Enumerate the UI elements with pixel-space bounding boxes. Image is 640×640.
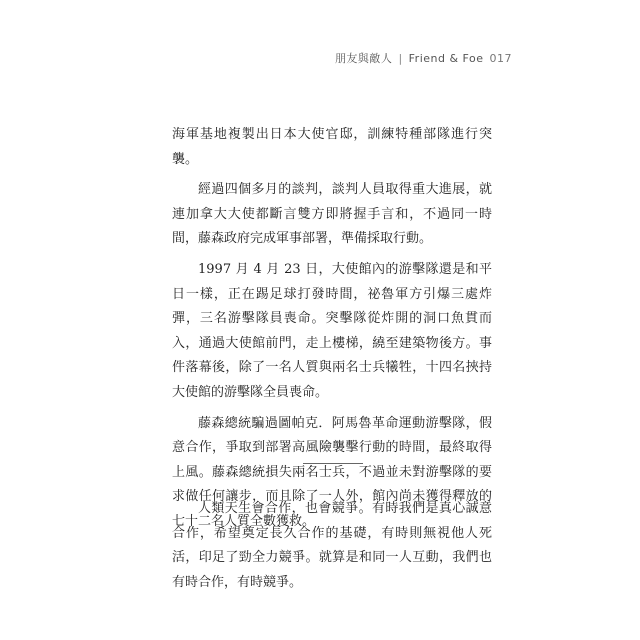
chapter-title-zh: 朋友與敵人	[334, 52, 393, 65]
section-divider	[303, 463, 363, 464]
main-text	[172, 123, 492, 541]
paragraph-closing: 人類天生會合作，也會競爭。有時我們是真心誠意合作，希望奠定長久合作的基礎，有時則無視他人死活，印足了勁全力競爭。就算是和同一人互動，我們也有時合作，有時競爭。	[172, 501, 492, 590]
running-header	[335, 50, 512, 66]
closing-text	[172, 497, 492, 595]
chapter-title-en: Friend & Foe	[408, 52, 484, 65]
paragraph-raid: 1997 月 4 月 23 日，大使館內的游擊隊還是和平日一樣，正在踢足球打發時間，祕魯軍方引爆三處炸彈，三名游擊隊員喪命。突擊隊從炸開的洞口魚貫而入，通過大使館前門，走上樓梯，繞至建築物後方。事件落幕後，除了一名人質與兩名士兵犧牲，十四名挾持大使館的游擊隊全員喪命。	[172, 261, 492, 400]
paragraph-negotiation: 經過四個多月的談判，談判人員取得重大進展，就連加拿大大使都斷言雙方即將握手言和，不過同一時間，藤森政府完成軍事部署，準備採取行動。	[172, 182, 492, 247]
header-separator: |	[398, 52, 403, 65]
paragraph-continued: 海軍基地複製出日本大使官邸，訓練特種部隊進行突襲。	[172, 127, 492, 167]
page-number: 017	[489, 52, 512, 65]
paragraph-outcome: 藤森總統騙過圖帕克．阿馬魯革命運動游擊隊，假意合作，爭取到部署高風險襲擊行動的時間，最終取得上風。藤森總統損失兩名士兵，不過並未對游擊隊的要求做任何讓步，而且除了一人外，館內尚未獲得釋放的七十二名人質全數獲救。	[172, 415, 492, 529]
